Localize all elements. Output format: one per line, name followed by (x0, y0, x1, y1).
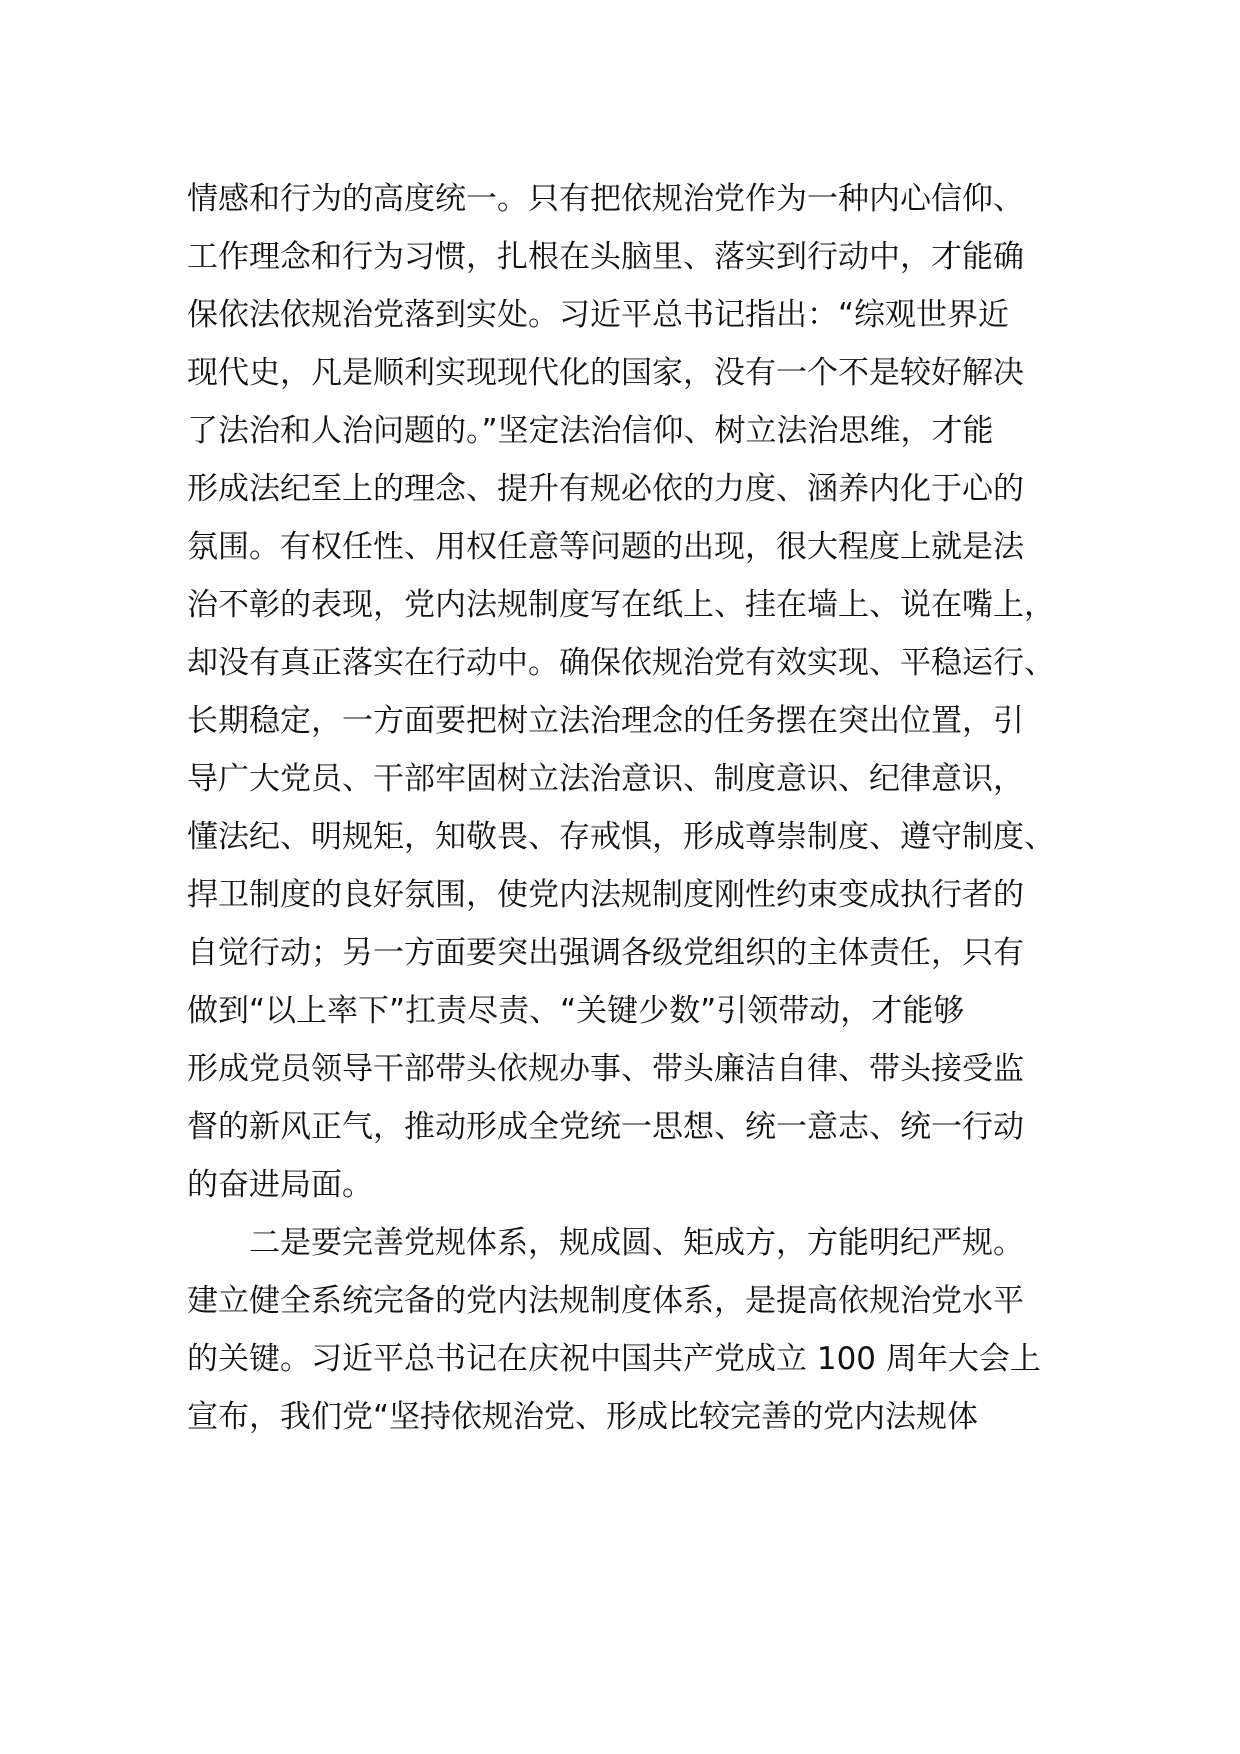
text-line: 宣布，我们党“坚持依规治党、形成比较完善的党内法规体 (187, 1399, 979, 1435)
paragraph-first-line: 二是要完善党规体系，规成圆、矩成方，方能明纪严规。 (249, 1225, 1024, 1261)
text-line: 的奋进局面。 (187, 1167, 373, 1203)
text-line: 保依法依规治党落到实处。习近平总书记指出：“综观世界近 (187, 297, 1010, 333)
text-line: 建立健全系统完备的党内法规制度体系，是提高依规治党水平 (187, 1283, 1024, 1319)
text-line: 督的新风正气，推动形成全党统一思想、统一意志、统一行动 (187, 1109, 1024, 1145)
text-line: 导广大党员、干部牢固树立法治意识、制度意识、纪律意识， (187, 761, 1024, 797)
text-line: 懂法纪、明规矩，知敬畏、存戒惧，形成尊崇制度、遵守制度、 (187, 819, 1055, 855)
text-line: 形成党员领导干部带头依规办事、带头廉洁自律、带头接受监 (187, 1051, 1024, 1087)
text-line: 自觉行动；另一方面要突出强调各级党组织的主体责任，只有 (187, 935, 1024, 971)
text-line: 长期稳定，一方面要把树立法治理念的任务摆在突出位置，引 (187, 703, 1024, 739)
text-line: 了法治和人治问题的。”坚定法治信仰、树立法治思维，才能 (187, 413, 994, 449)
text-line: 工作理念和行为习惯，扎根在头脑里、落实到行动中，才能确 (187, 239, 1024, 275)
text-line: 现代史，凡是顺利实现现代化的国家，没有一个不是较好解决 (187, 355, 1024, 391)
text-line: 氛围。有权任性、用权任意等问题的出现，很大程度上就是法 (187, 529, 1024, 565)
text-line: 捍卫制度的良好氛围，使党内法规制度刚性约束变成执行者的 (187, 877, 1024, 913)
text-line: 形成法纪至上的理念、提升有规必依的力度、涵养内化于心的 (187, 471, 1024, 507)
text-line: 却没有真正落实在行动中。确保依规治党有效实现、平稳运行、 (187, 645, 1055, 681)
text-line: 情感和行为的高度统一。只有把依规治党作为一种内心信仰、 (187, 181, 1024, 217)
text-line: 治不彰的表现，党内法规制度写在纸上、挂在墙上、说在嘴上， (187, 587, 1055, 623)
body-text (187, 170, 1087, 1446)
text-line: 做到“以上率下”扛责尽责、“关键少数”引领带动，才能够 (187, 993, 965, 1029)
text-line: 的关键。习近平总书记在庆祝中国共产党成立 100 周年大会上 (187, 1341, 1041, 1377)
